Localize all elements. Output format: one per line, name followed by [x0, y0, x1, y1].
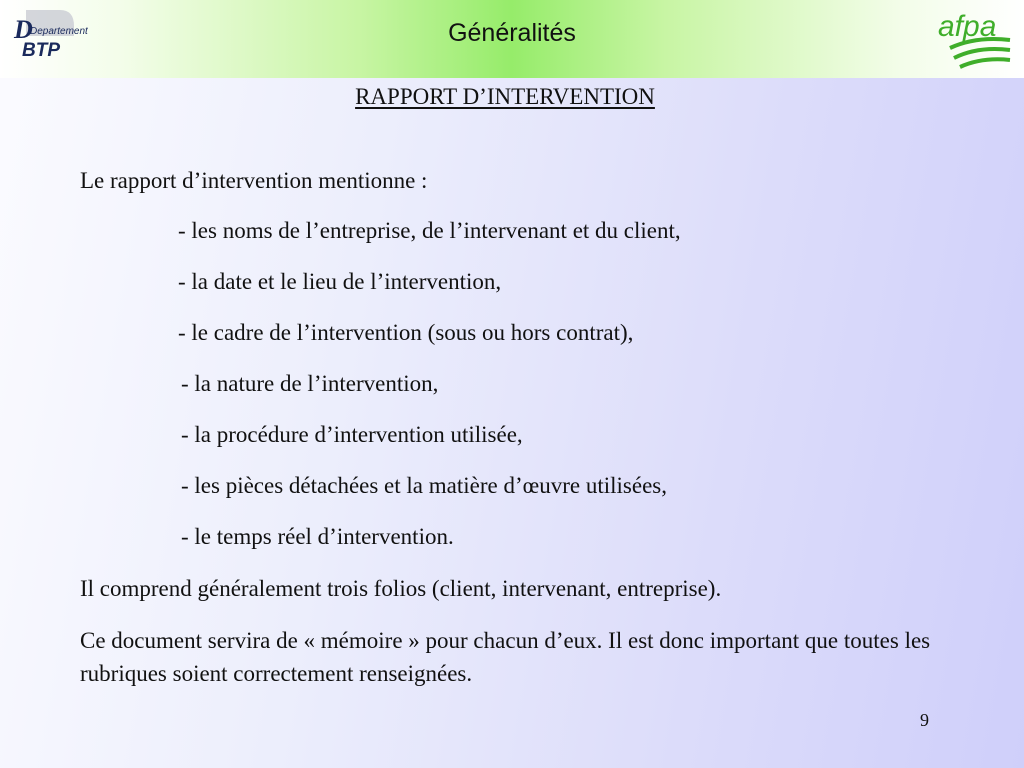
list-item: - les noms de l’entreprise, de l’intervenant et du client,	[178, 218, 681, 243]
afpa-logo	[936, 4, 1016, 70]
list-item: - le temps réel d’intervention.	[181, 524, 454, 549]
logo-btp-text: BTP	[22, 40, 60, 61]
logo-initial: D	[14, 15, 33, 44]
paragraph-folios: Il comprend généralement trois folios (client, intervenant, entreprise).	[80, 576, 722, 601]
slide-header	[0, 0, 1024, 78]
list-item: - la procédure d’intervention utilisée,	[181, 422, 523, 447]
list-item: - la nature de l’intervention,	[181, 371, 439, 396]
intro-text: Le rapport d’intervention mentionne :	[80, 168, 428, 193]
list-item: - la date et le lieu de l’intervention,	[178, 269, 502, 294]
list-item: - les pièces détachées et la matière d’œuvre utilisées,	[181, 473, 667, 498]
header-title: Généralités	[448, 19, 576, 47]
logo-departement-text: Departement	[30, 26, 88, 37]
paragraph-memoire: Ce document servira de « mémoire » pour chacun d’eux. Il est donc important que toutes les rubriques soient correctement renseignées.	[80, 628, 931, 686]
list-item: - le cadre de l’intervention (sous ou hors contrat),	[178, 320, 634, 345]
page-number: 9	[920, 710, 929, 730]
document-title: RAPPORT D’INTERVENTION	[355, 84, 655, 109]
afpa-logo-text: afpa	[938, 10, 997, 43]
